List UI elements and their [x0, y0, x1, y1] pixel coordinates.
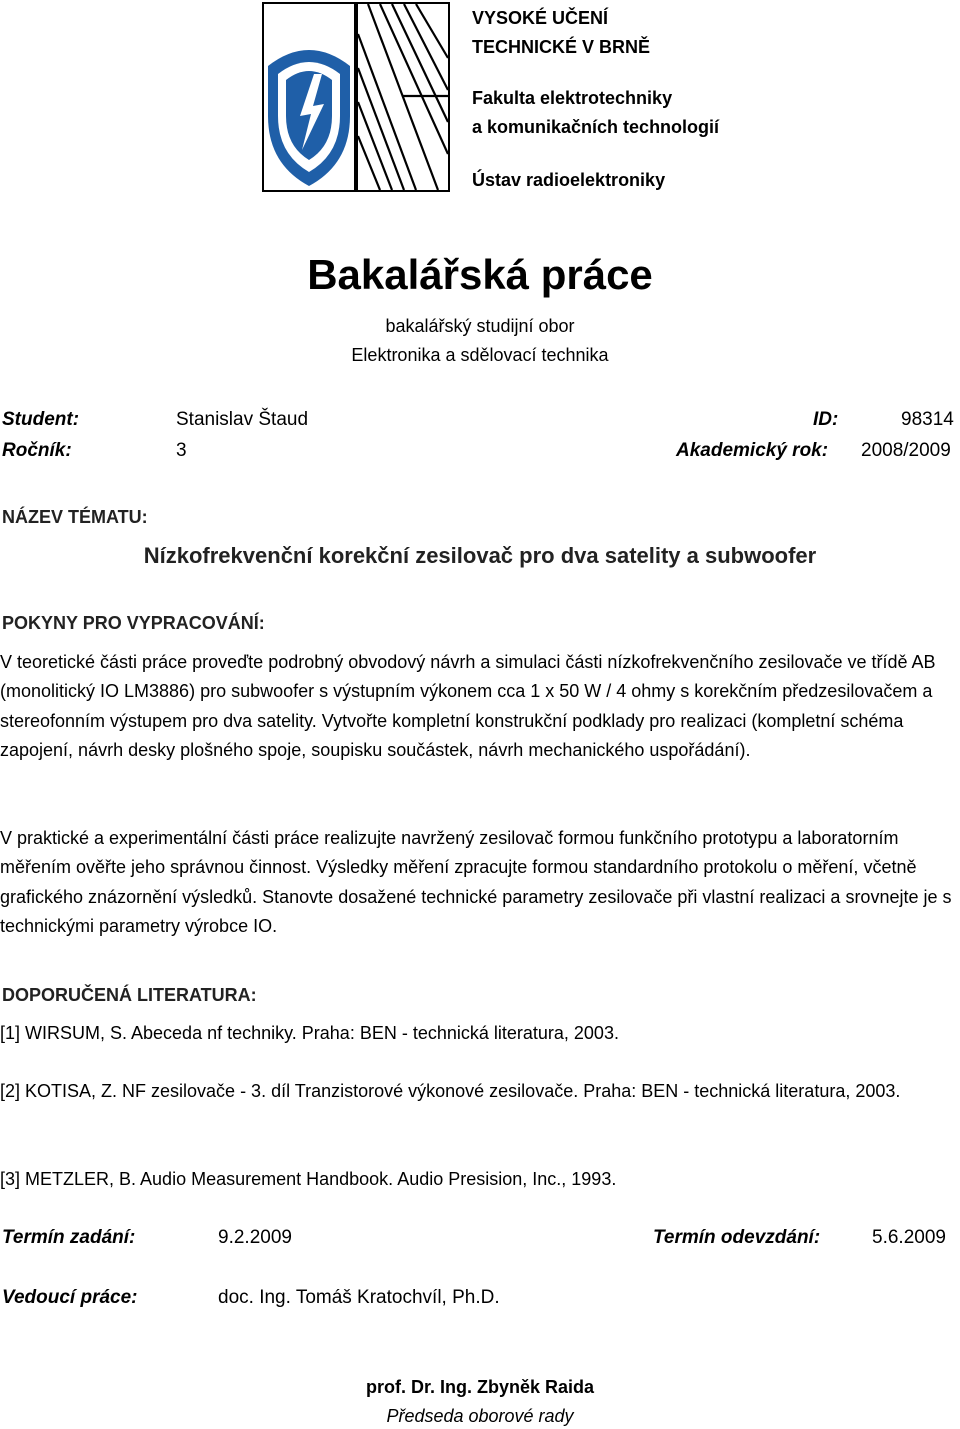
- university-logo-pattern: [356, 2, 450, 192]
- geometric-pattern-icon: [358, 4, 448, 190]
- topic-name: Nízkofrekvenční korekční zesilovač pro dva satelity a subwoofer: [143, 543, 817, 568]
- due-date: 5.6.2009: [872, 1227, 946, 1248]
- id-label: ID:: [813, 409, 839, 430]
- year-value: 3: [176, 440, 187, 461]
- literature-heading: DOPORUČENÁ LITERATURA:: [2, 985, 257, 1005]
- instructions-heading: POKYNY PRO VYPRACOVÁNÍ:: [2, 613, 265, 633]
- university-logo: [262, 2, 356, 192]
- university-name: [472, 4, 650, 62]
- academic-year-value: 2008/2009: [861, 440, 951, 461]
- due-date-label: Termín odevzdání:: [653, 1227, 821, 1248]
- signatory-name: prof. Dr. Ing. Zbyněk Raida: [365, 1377, 595, 1397]
- faculty-name: [472, 84, 719, 142]
- lightning-shield-icon: [264, 4, 354, 190]
- student-id: 98314: [901, 409, 954, 430]
- instructions-paragraph-2: V praktické a experimentální části práce realizujte navržený zesilovač formou funkčního prototypu a laboratorním měřením ověřte jeho správnou činnost. Výsledky měření zpracujte formou standardního protokolu o měření, včetně grafického znázornění výsledků. Stanovte dosažené technické parametry zesilovače při vlastní realizaci a srovnejte je s technickými parametry výrobce IO.: [0, 828, 952, 937]
- supervisor-name: doc. Ing. Tomáš Kratochvíl, Ph.D.: [218, 1287, 500, 1308]
- literature-item: [2] KOTISA, Z. NF zesilovače - 3. díl Tranzistorové výkonové zesilovače. Praha: BEN - technická literatura, 2003.: [0, 1081, 901, 1101]
- student-label: Student:: [2, 409, 80, 430]
- institute-name: Ústav radioelektroniky: [472, 170, 666, 190]
- program-name: Elektronika a sdělovací technika: [351, 345, 609, 365]
- year-label: Ročník:: [2, 440, 72, 461]
- assigned-date-label: Termín zadání:: [2, 1227, 136, 1248]
- university-name-line1: VYSOKÉ UČENÍ: [472, 8, 609, 28]
- university-name-line2: TECHNICKÉ V BRNĚ: [472, 37, 651, 57]
- faculty-name-line1: Fakulta elektrotechniky: [472, 88, 673, 108]
- faculty-name-line2: a komunikačních technologií: [472, 117, 720, 137]
- page-title: Bakalářská práce: [307, 251, 653, 298]
- student-name: Stanislav Štaud: [176, 409, 309, 430]
- program-type: bakalářský studijní obor: [385, 316, 575, 336]
- literature-item: [1] WIRSUM, S. Abeceda nf techniky. Praha: BEN - technická literatura, 2003.: [0, 1023, 619, 1043]
- assigned-date: 9.2.2009: [218, 1227, 292, 1248]
- supervisor-label: Vedoucí práce:: [2, 1287, 138, 1308]
- literature-item: [3] METZLER, B. Audio Measurement Handbook. Audio Presision, Inc., 1993.: [0, 1169, 617, 1189]
- instructions-paragraph-1: V teoretické části práce proveďte podrobný obvodový návrh a simulaci části nízkofrekvenčního zesilovače ve třídě AB (monolitický IO LM3886) pro subwoofer s výstupním výkonem cca 1 x 50 W / 4 ohmy s korekčním předzesilovačem a stereofonním výstupem pro dva satelity. Vytvořte kompletní konstrukční podklady pro realizaci (kompletní schéma zapojení, návrh desky plošného spoje, soupisku součástek, návrh mechanického uspořádání).: [0, 652, 936, 761]
- academic-year-label: Akademický rok:: [676, 440, 829, 461]
- topic-heading: NÁZEV TÉMATU:: [2, 507, 148, 527]
- signatory-role: Předseda oborové rady: [386, 1406, 574, 1426]
